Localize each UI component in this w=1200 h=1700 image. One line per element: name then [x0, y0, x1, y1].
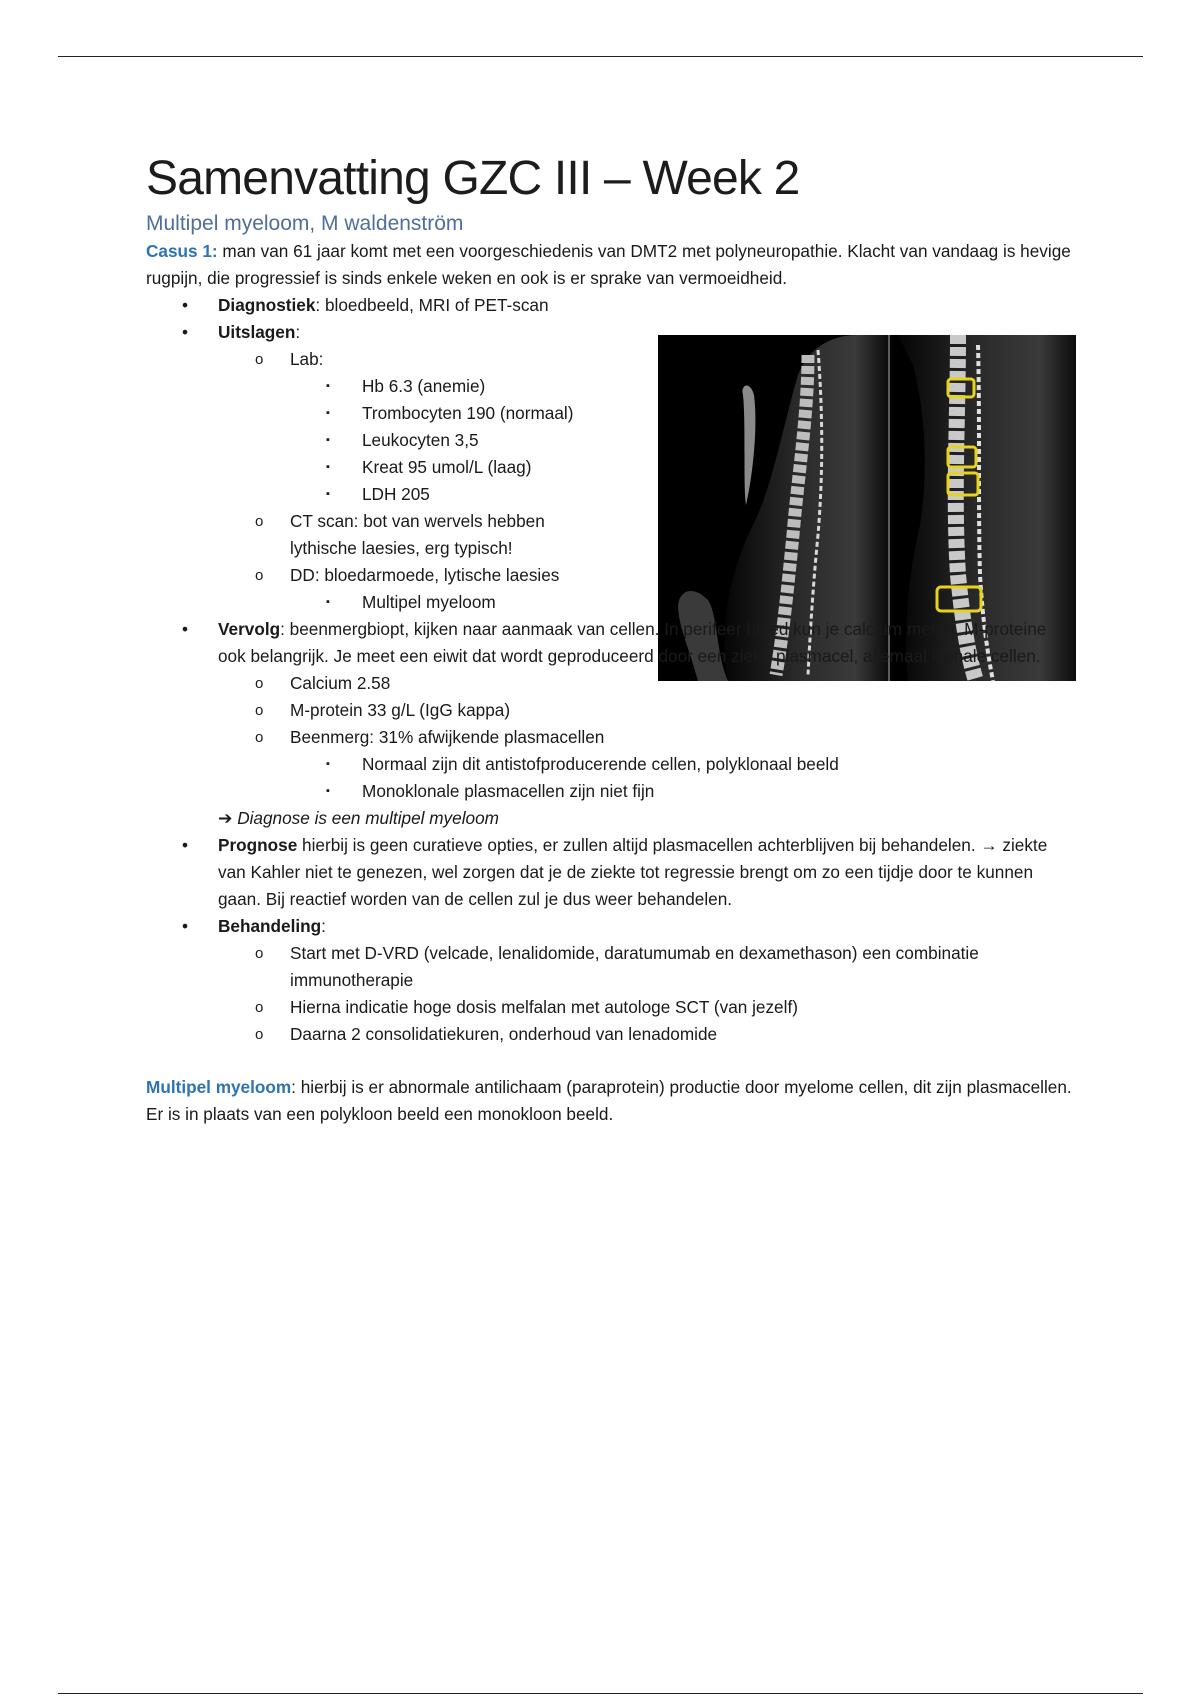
case-text: man van 61 jaar komt met een voorgeschiedenis van DMT2 met polyneuropathie. Klacht van vandaag is hevige rugpijn, die progressief is sinds enkele weken en ook is er sprake van vermoeidheid.	[146, 241, 1071, 288]
list-item-behandeling	[146, 913, 1096, 1048]
arrow-icon: ➔	[218, 808, 233, 828]
vervolg-text: : beenmergbiopt, kijken naar aanmaak van cellen. In perifeer bloed kun je calcium meten, M-proteine ook belangrijk. Je meet een eiwit dat wordt geproduceerd door een zieke plasmacel, allemaal klonale cellen.	[218, 619, 1047, 666]
square-marker: ▪	[326, 596, 330, 608]
list-item-dd	[218, 562, 1096, 616]
list-item-uitslagen	[146, 319, 1096, 616]
diagnosis-conclusion	[218, 805, 1096, 832]
bullet-marker: •	[182, 916, 189, 936]
vervolg-sublist	[218, 670, 1096, 805]
circle-marker: o	[255, 351, 264, 368]
prognose-paragraph	[218, 832, 1068, 913]
list-item-ct-scan	[218, 508, 1096, 562]
lab-values-list	[290, 373, 1096, 508]
lab-value-item	[290, 373, 1096, 400]
bullet-marker: •	[182, 619, 189, 639]
behandeling-value: Start met D-VRD (velcade, lenalidomide, daratumumab en dexamethason) een combinatie immunotherapie	[290, 943, 979, 990]
list-item-prognose	[146, 832, 1096, 913]
lab-value: Trombocyten 190 (normaal)	[362, 403, 574, 423]
beenmerg-item	[290, 751, 1096, 778]
vervolg-item	[218, 697, 1096, 724]
definition-text: : hierbij is er abnormale antilichaam (paraprotein) productie door myelome cellen, dit zijn plasmacellen. Er is in plaats van een polykloon beeld een monokloon beeld.	[146, 1077, 1072, 1124]
prognose-label: Prognose	[218, 835, 298, 855]
lab-value: Kreat 95 umol/L (laag)	[362, 457, 532, 477]
bullet-marker: •	[182, 295, 189, 315]
diagnostiek-text: : bloedbeeld, MRI of PET-scan	[315, 295, 549, 315]
lab-value-item	[290, 427, 1096, 454]
behandeling-suffix: :	[321, 916, 326, 936]
ct-scan-text: CT scan: bot van wervels hebben lythische laesies, erg typisch!	[290, 511, 545, 558]
conclusion-text: Diagnose is een multipel myeloom	[237, 808, 499, 828]
lab-value: Hb 6.3 (anemie)	[362, 376, 486, 396]
square-marker: ▪	[326, 488, 330, 500]
square-marker: ▪	[326, 407, 330, 419]
circle-marker: o	[255, 513, 264, 530]
vervolg-paragraph	[218, 616, 1068, 670]
prognose-text: hierbij is geen curatieve opties, er zullen altijd plasmacellen achterblijven bij behandelen. → ziekte van Kahler niet te genezen, wel zorgen dat je de ziekte tot regressie brengt om zo een tijdje door te kunnen gaan. Bij reactief worden van de cellen zul je dus weer behandelen.	[218, 835, 1048, 909]
dd-item	[290, 589, 1096, 616]
circle-marker: o	[255, 945, 264, 962]
lab-label: Lab:	[290, 349, 324, 369]
circle-marker: o	[255, 729, 264, 746]
beenmerg-item	[290, 778, 1096, 805]
square-marker: ▪	[326, 758, 330, 770]
square-marker: ▪	[326, 434, 330, 446]
behandeling-value: Daarna 2 consolidatiekuren, onderhoud van lenadomide	[290, 1024, 718, 1044]
uitslagen-sublist	[218, 346, 1096, 616]
lab-value: Leukocyten 3,5	[362, 430, 479, 450]
vervolg-item	[218, 670, 1096, 697]
definition-paragraph	[146, 1074, 1076, 1128]
definition-label: Multipel myeloom	[146, 1077, 292, 1097]
list-item-lab	[218, 346, 1096, 508]
circle-marker: o	[255, 1026, 264, 1043]
beenmerg-value: Monoklonale plasmacellen zijn niet fijn	[362, 781, 655, 801]
lab-value-item	[290, 400, 1096, 427]
square-marker: ▪	[326, 785, 330, 797]
circle-marker: o	[255, 675, 264, 692]
behandeling-item	[218, 994, 1096, 1021]
lab-value-item	[290, 454, 1096, 481]
behandeling-sublist	[218, 940, 1096, 1048]
behandeling-value: Hierna indicatie hoge dosis melfalan met autologe SCT (van jezelf)	[290, 997, 798, 1017]
square-marker: ▪	[326, 461, 330, 473]
beenmerg-list	[290, 751, 1096, 805]
circle-marker: o	[255, 567, 264, 584]
lab-value: LDH 205	[362, 484, 430, 504]
vervolg-label: Vervolg	[218, 619, 281, 639]
behandeling-label: Behandeling	[218, 916, 322, 936]
vervolg-value: Beenmerg: 31% afwijkende plasmacellen	[290, 727, 605, 747]
case-label: Casus 1:	[146, 241, 218, 261]
bullet-marker: •	[182, 835, 189, 855]
vervolg-value: M-protein 33 g/L (IgG kappa)	[290, 700, 511, 720]
circle-marker: o	[255, 702, 264, 719]
vervolg-item	[218, 724, 1096, 805]
case-paragraph	[146, 238, 1096, 292]
circle-marker: o	[255, 999, 264, 1016]
document-body	[146, 150, 1096, 1128]
behandeling-item	[218, 1021, 1096, 1048]
list-item-diagnostiek	[146, 292, 1096, 319]
list-item-vervolg	[146, 616, 1096, 832]
uitslagen-suffix: :	[295, 322, 301, 342]
dd-list	[290, 589, 1096, 616]
dd-text: DD: bloedarmoede, lytische laesies	[290, 565, 560, 585]
uitslagen-label: Uitslagen	[218, 322, 296, 342]
main-list	[146, 292, 1096, 1048]
page-subtitle: Multipel myeloom, M waldenström	[146, 212, 464, 235]
vervolg-value: Calcium 2.58	[290, 673, 391, 693]
footer-rule	[58, 1693, 1143, 1694]
dd-value: Multipel myeloom	[362, 592, 496, 612]
diagnostiek-label: Diagnostiek	[218, 295, 316, 315]
header-rule	[58, 56, 1143, 57]
behandeling-item	[218, 940, 1096, 994]
page-title: Samenvatting GZC III – Week 2	[146, 152, 800, 205]
bullet-marker: •	[182, 322, 189, 342]
lab-value-item	[290, 481, 1096, 508]
beenmerg-value: Normaal zijn dit antistofproducerende cellen, polyklonaal beeld	[362, 754, 839, 774]
square-marker: ▪	[326, 380, 330, 392]
